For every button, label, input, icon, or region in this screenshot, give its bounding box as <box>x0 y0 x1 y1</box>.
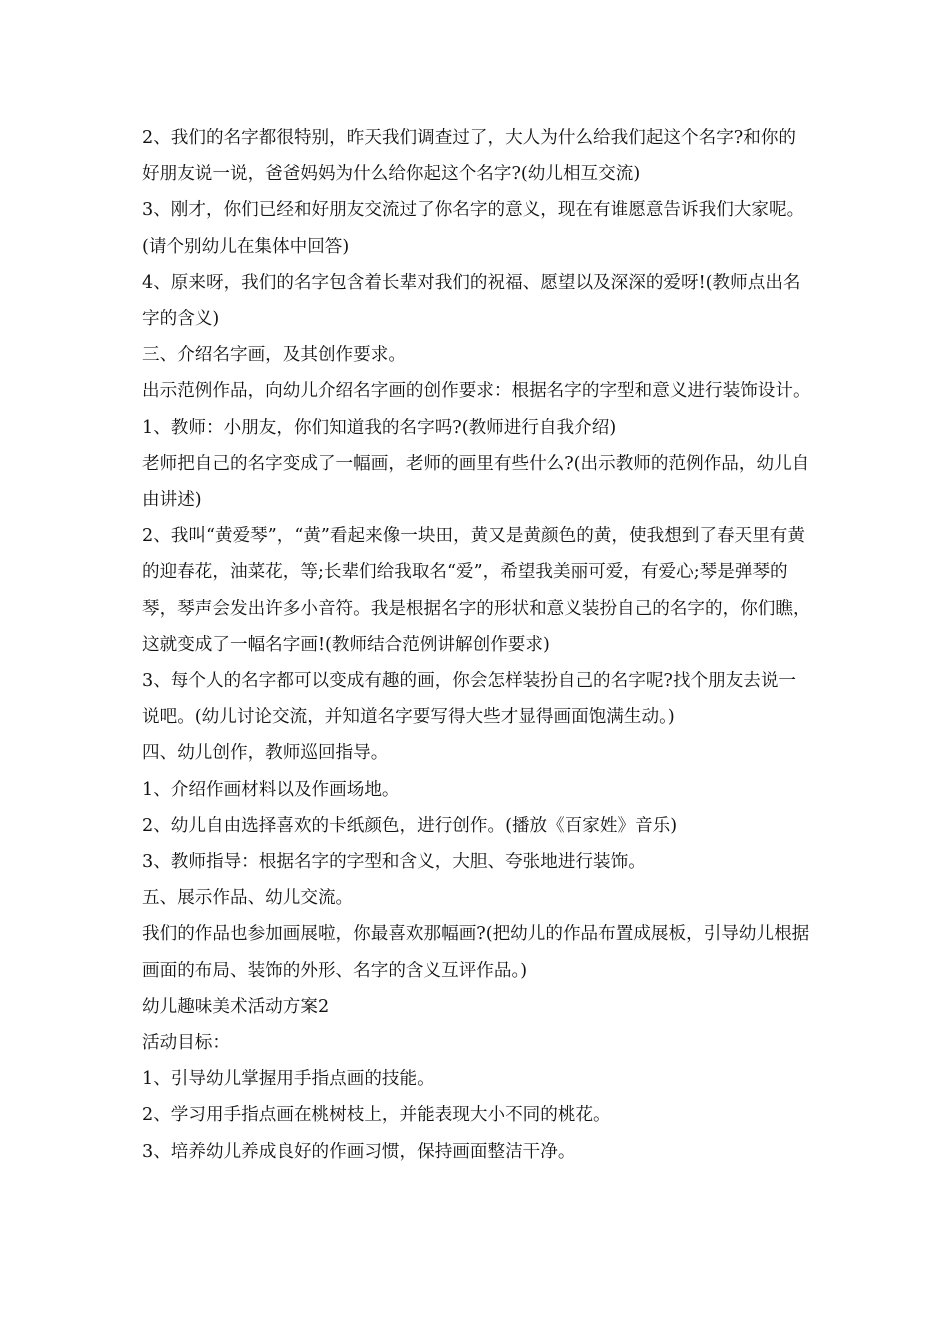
paragraph-teacher-painting: 老师把自己的名字变成了一幅画，老师的画里有些什么?(出示教师的范例作品，幼儿自由讲述) <box>142 453 810 511</box>
paragraph-name-example: 2、我叫“黄爱琴”，“黄”看起来像一块田，黄又是黄颜色的黄，使我想到了春天里有黄的迎春花，油菜花，等;长辈们给我取名“爱”，希望我美丽可爱，有爱心;琴是弹琴的琴，琴声会发出许多小音符。我是根据名字的形状和意义装扮自己的名字的，你们瞧，这就变成了一幅名字画!(教师结合范例讲解创作要求) <box>142 526 811 655</box>
paragraph-materials: 1、介绍作画材料以及作画场地。 <box>142 779 400 800</box>
paragraph-discuss-names: 2、我们的名字都很特别，昨天我们调查过了，大人为什么给我们起这个名字?和你的好朋友说一说，爸爸妈妈为什么给你起这个名字?(幼儿相互交流) <box>142 128 797 185</box>
paragraph-show-examples: 出示范例作品，向幼儿介绍名字画的创作要求：根据名字的字型和意义进行装饰设计。 <box>142 381 811 402</box>
objective-1: 1、引导幼儿掌握用手指点画的技能。 <box>142 1069 435 1090</box>
paragraph-create: 2、幼儿自由选择喜欢的卡纸颜色，进行创作。(播放《百家姓》音乐) <box>142 815 678 836</box>
section-heading-4: 四、幼儿创作，教师巡回指导。 <box>142 743 389 764</box>
objectives-heading: 活动目标： <box>142 1033 230 1054</box>
paragraph-teacher-intro: 1、教师：小朋友，你们知道我的名字吗?(教师进行自我介绍) <box>142 417 617 438</box>
paragraph-exhibition: 我们的作品也参加画展啦，你最喜欢那幅画?(把幼儿的作品布置成展板，引导幼儿根据画面的布局、装饰的外形、名字的含义互评作品。) <box>142 924 810 981</box>
plan-title-2: 幼儿趣味美术活动方案2 <box>142 996 330 1017</box>
paragraph-name-blessing: 4、原来呀，我们的名字包含着长辈对我们的祝福、愿望以及深深的爱呀!(教师点出名字的含义) <box>142 272 801 330</box>
paragraph-share-meaning: 3、刚才，你们已经和好朋友交流过了你名字的意义，现在有谁愿意告诉我们大家呢。(请个别幼儿在集体中回答) <box>142 200 805 257</box>
section-heading-5: 五、展示作品、幼儿交流。 <box>142 888 354 909</box>
paragraph-guidance: 3、教师指导：根据名字的字型和含义，大胆、夸张地进行装饰。 <box>142 852 646 873</box>
document-body <box>142 120 812 1170</box>
paragraph-decorate-name: 3、每个人的名字都可以变成有趣的画，你会怎样装扮自己的名字呢?找个朋友去说一说吧。(幼儿讨论交流，并知道名字要写得大些才显得画面饱满生动。) <box>142 671 797 728</box>
objective-3: 3、培养幼儿养成良好的作画习惯，保持画面整洁干净。 <box>142 1141 576 1162</box>
section-heading-3: 三、介绍名字画，及其创作要求。 <box>142 345 406 366</box>
objective-2: 2、学习用手指点画在桃树枝上，并能表现大小不同的桃花。 <box>142 1105 611 1126</box>
